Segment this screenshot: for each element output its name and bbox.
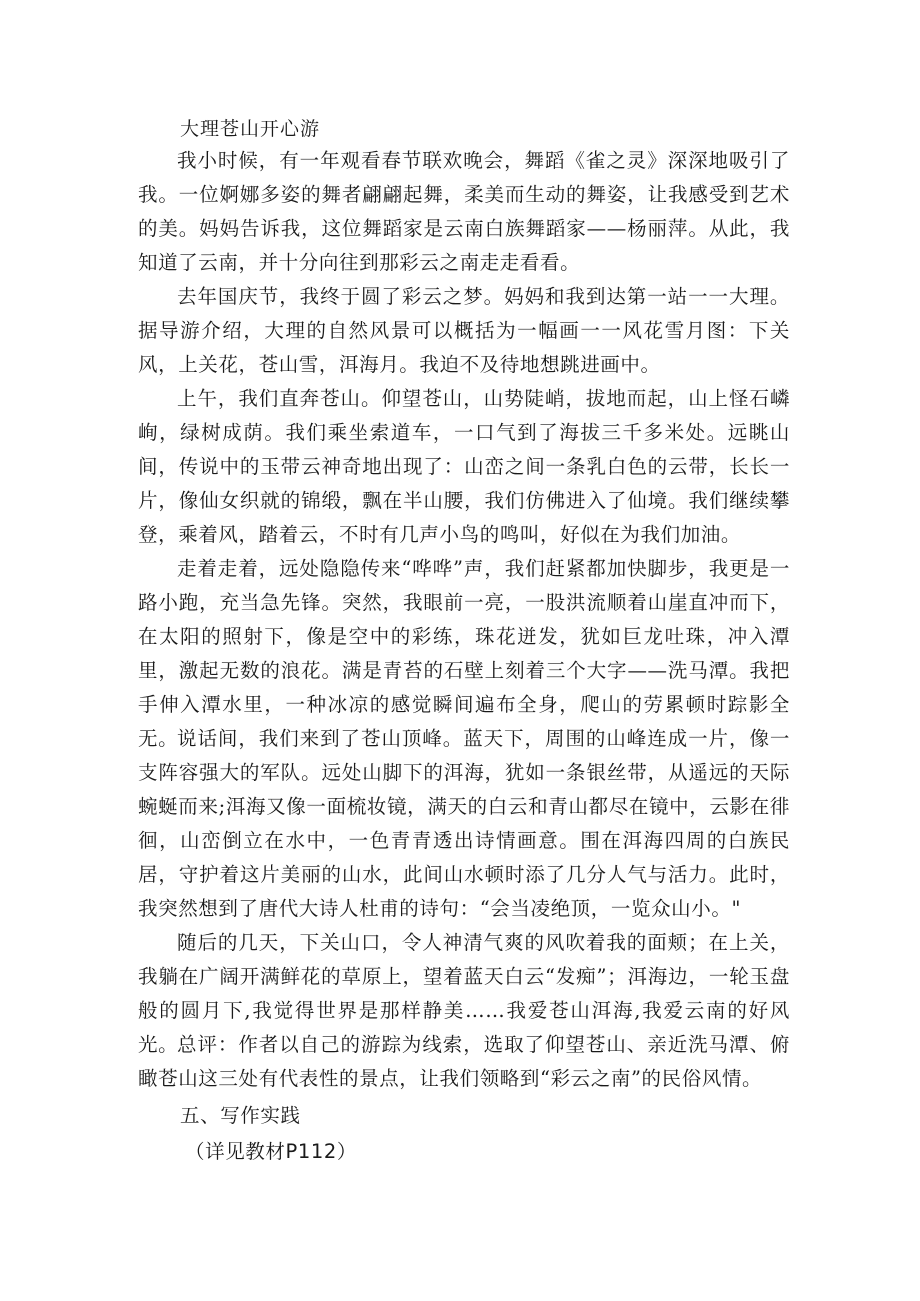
paragraph-6: 随后的几天，下关山口，令人神清气爽的风吹着我的面颊；在上关，我躺在广阔开满鲜花的草原上，望着蓝天白云“发痴”；洱海边，一轮玉盘般的圆月下,我觉得世界是那样静美……我爱苍山洱海,我爱云南的好风光。 <box>138 931 790 1056</box>
paragraph-4: 走着走着，远处隐隐传来“哗哗”声，我们赶紧都加快脚步，我更是一路小跑，充当急先锋。突然，我眼前一亮，一股洪流顺着山崖直冲而下，在太阳的照射下，像是空中的彩练，珠花迸发，犹如巨龙吐珠，冲入潭里，激起无数的浪花。满是青苔的石壁上刻着三个大字——洗马潭。我把手伸入潭水里，一种冰凉的感觉瞬间遍布全身，爬山的劳累顿时踪影全无。 <box>138 557 790 750</box>
paragraph-3: 上午，我们直奔苍山。仰望苍山，山势陡峭，拔地而起，山上怪石嶙峋，绿树成荫。我们乘坐索道车，一口气到了海拔三千多米处。远眺山间，传说中的玉带云神奇地出现了：山峦之间一条乳白色的云带，长长一片，像仙女织就的锦缎，飘在半山腰，我们仿佛进入了仙境。我们继续攀登，乘着风，踏着云，不时有几声小鸟的鸣叫，好似在为我们加油。 <box>138 387 790 546</box>
paragraph-2: 去年国庆节，我终于圆了彩云之梦。妈妈和我到达第一站一一大理。据导游介绍，大理的自然风景可以概括为一幅画一一风花雪月图：下关风，上关花，苍山雪，洱海月。我迫不及待地想跳进画中。 <box>138 285 790 376</box>
textbook-reference: （详见教材P112） <box>185 1140 357 1163</box>
paragraph-5: 说话间，我们来到了苍山顶峰。蓝天下，周围的山峰连成一片，像一支阵容强大的军队。远处山脚下的洱海，犹如一条银丝带，从遥远的天际蜿蜒而来;洱海又像一面梳妆镜，满天的白云和青山都尽在镜中，云影在徘徊，山峦倒立在水中，一色青青透出诗情画意。围在洱海四周的白族民居，守护着这片美丽的山水，此间山水顿时添了几分人气与活力。此时，我突然想到了唐代大诗人杜甫的诗句：“会当凌绝顶，一览众山小。" <box>138 727 790 920</box>
section-heading: 五、写作实践 <box>180 1104 301 1127</box>
essay-title: 大理苍山开心游 <box>180 118 321 140</box>
summary-paragraph: 总评：作者以自己的游踪为线索，选取了仰望苍山、亲近洗马潭、俯瞰苍山这三处有代表性的景点，让我们领略到“彩云之南”的民俗风情。 <box>138 1033 790 1090</box>
paragraph-1: 我小时候，有一年观看春节联欢晚会，舞蹈《雀之灵》深深地吸引了我。一位婀娜多姿的舞者翩翩起舞，柔美而生动的舞姿，让我感受到艺术的美。妈妈告诉我，这位舞蹈家是云南白族舞蹈家——杨丽萍。从此，我知道了云南，并十分向往到那彩云之南走走看看。 <box>138 149 790 274</box>
